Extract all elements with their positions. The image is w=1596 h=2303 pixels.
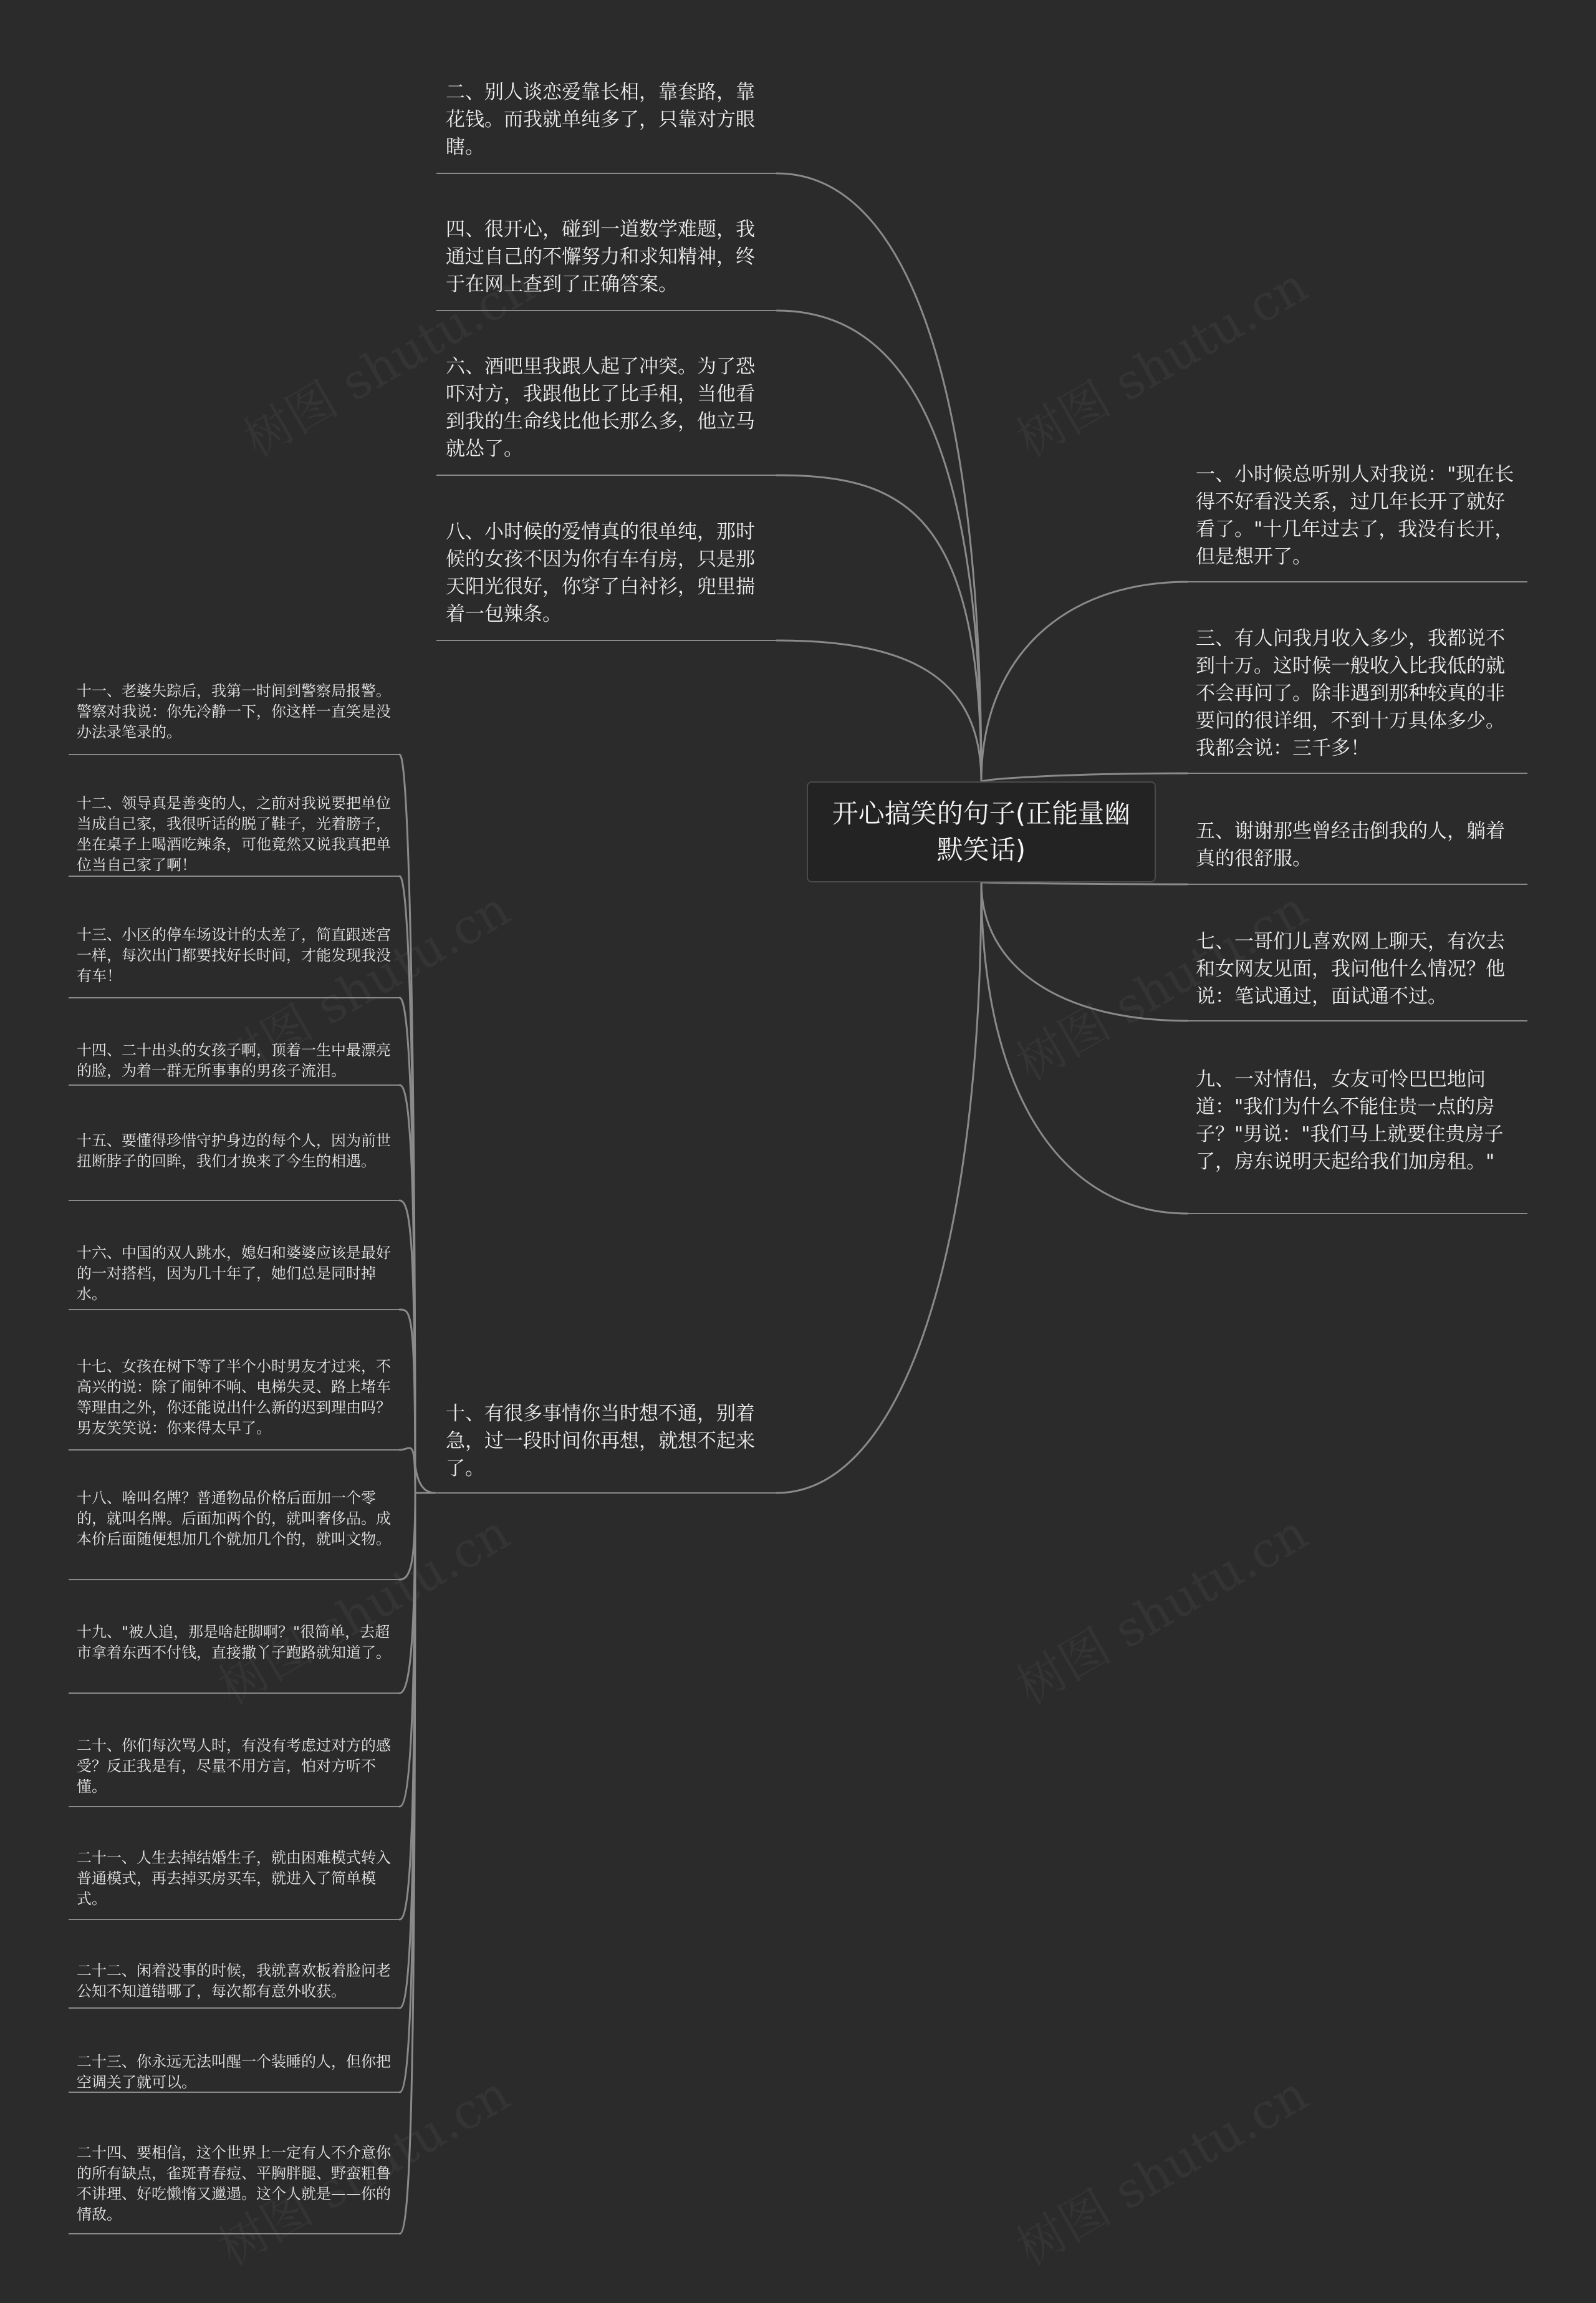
subtopic-node[interactable]: 十九、"被人追，那是啥赶脚啊？"很简单，去超市拿着东西不付钱，直接撒丫子跑路就知道了。 bbox=[77, 1623, 391, 1661]
subtopic-node[interactable]: 十一、老婆失踪后，我第一时间到警察局报警。警察对我说：你先冷静一下，你这样一直笑是没办法录笔录的。 bbox=[77, 682, 391, 741]
topic-node[interactable]: 六、酒吧里我跟人起了冲突。为了恐吓对方，我跟他比了比手相，当他看到我的生命线比他长那么多，他立马就怂了。 bbox=[446, 355, 755, 460]
subtopic-node[interactable]: 十八、啥叫名牌？普通物品价格后面加一个零的，就叫名牌。后面加两个的，就叫奢侈品。成本价后面随便想加几个就加几个的，就叫文物。 bbox=[77, 1489, 391, 1548]
subtopic-node[interactable]: 二十、你们每次骂人时，有没有考虑过对方的感受？反正我是有，尽量不用方言，怕对方听不懂。 bbox=[77, 1737, 391, 1795]
subtopic-node[interactable]: 二十二、闲着没事的时候，我就喜欢板着脸问老公知不知道错哪了，每次都有意外收获。 bbox=[77, 1962, 391, 2000]
topic-node[interactable]: 四、很开心，碰到一道数学难题，我通过自己的不懈努力和求知精神，终于在网上查到了正确答案。 bbox=[446, 218, 755, 296]
topic-node[interactable]: 二、别人谈恋爱靠长相，靠套路，靠花钱。而我就单纯多了，只靠对方眼瞎。 bbox=[446, 81, 755, 158]
subtopic-node[interactable]: 十七、女孩在树下等了半个小时男友才过来，不高兴的说：除了闹钟不响、电梯失灵、路上堵车等理由之外，你还能说出什么新的迟到理由吗？男友笑笑说：你来得太早了。 bbox=[77, 1358, 391, 1437]
topic-node[interactable]: 三、有人问我月收入多少，我都说不到十万。这时候一般收入比我低的就不会再问了。除非遇到那种较真的非要问的很详细，不到十万具体多少。我都会说：三千多！ bbox=[1196, 627, 1505, 760]
subtopic-node[interactable]: 十三、小区的停车场设计的太差了，简直跟迷宫一样，每次出门都要找好长时间，才能发现我没有车！ bbox=[77, 926, 391, 985]
subtopic-node[interactable]: 二十三、你永远无法叫醒一个装睡的人，但你把空调关了就可以。 bbox=[77, 2053, 391, 2091]
subtopic-node[interactable]: 二十四、要相信，这个世界上一定有人不介意你的所有缺点，雀斑青春痘、平胸胖腿、野蛮粗鲁不讲理、好吃懒惰又邋遢。这个人就是——你的情敌。 bbox=[77, 2144, 391, 2223]
topic-node[interactable]: 七、一哥们儿喜欢网上聊天，有次去和女网友见面，我问他什么情况？他说：笔试通过，面试通不过。 bbox=[1196, 930, 1505, 1008]
central-topic[interactable]: 开心搞笑的句子(正能量幽默笑话) bbox=[807, 781, 1156, 882]
subtopic-node[interactable]: 十六、中国的双人跳水，媳妇和婆婆应该是最好的一对搭档，因为几十年了，她们总是同时掉水。 bbox=[77, 1244, 391, 1303]
topic-node-branch[interactable]: 十、有很多事情你当时想不通，别着急，过一段时间你再想，就想不起来了。 bbox=[446, 1403, 755, 1480]
topic-node[interactable]: 八、小时候的爱情真的很单纯，那时候的女孩不因为你有车有房，只是那天阳光很好，你穿了白衬衫，兜里揣着一包辣条。 bbox=[446, 521, 755, 625]
topic-node[interactable]: 九、一对情侣，女友可怜巴巴地问道："我们为什么不能住贵一点的房子？"男说："我们马上就要住贵房子了，房东说明天起给我们加房租。" bbox=[1196, 1068, 1504, 1173]
topic-node[interactable]: 一、小时候总听别人对我说："现在长得不好看没关系，过几年长开了就好看了。"十几年过去了，我没有长开，但是想开了。 bbox=[1196, 463, 1514, 568]
subtopic-node[interactable]: 十二、领导真是善变的人，之前对我说要把单位当成自己家，我很听话的脱了鞋子，光着膀子，坐在桌子上喝酒吃辣条，可他竟然又说我真把单位当自己家了啊！ bbox=[77, 794, 391, 874]
topic-node[interactable]: 五、谢谢那些曾经击倒我的人，躺着真的很舒服。 bbox=[1196, 820, 1505, 870]
subtopic-node[interactable]: 十五、要懂得珍惜守护身边的每个人，因为前世扭断脖子的回眸，我们才换来了今生的相遇。 bbox=[77, 1132, 391, 1170]
subtopic-node[interactable]: 二十一、人生去掉结婚生子，就由困难模式转入普通模式，再去掉买房买车，就进入了简单模式。 bbox=[77, 1849, 391, 1908]
subtopic-node[interactable]: 十四、二十出头的女孩子啊，顶着一生中最漂亮的脸，为着一群无所事事的男孩子流泪。 bbox=[77, 1041, 391, 1079]
